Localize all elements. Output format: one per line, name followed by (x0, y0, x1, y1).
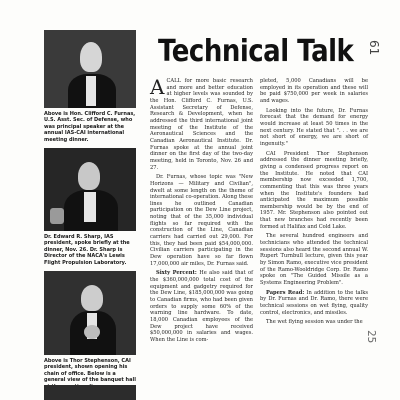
paragraph: Sixty Percent: He also said that of the $360,000,000 total cost of the equipment and gadgetry required for the Dew Line, $185,000,000 was going to Canadian firms, who had been given orders to supply some 60% of the warning line hardware. To date, 18,000 Canadian employees of the Dew project have received $50,000,000 in salaries and wages. When the Line is com- (150, 270, 254, 343)
caption-stephenson: Above is Thor Stephenson, CAI president, shown opening his chain of office. Below is a general view of the banquet hall (44, 358, 136, 384)
paragraph: Looking into the future, Dr. Furnas forecast that the demand for energy would increase at least 50 times in the next century. He stated that ". . . we are not short of energy, we are short of ingenuity." (260, 107, 368, 147)
article-column-2 (260, 78, 368, 329)
banquet-photo-edge (44, 385, 136, 400)
handwritten-margin-note: 25 (365, 330, 378, 344)
paragraph: ACALL for more basic research and more and better education at higher levels was sounded by the Hon. Clifford C. Furnas, U.S. Assistant Secretary of Defense, Research & Development, when he addressed the third international joint meeting of the Institute of the Aeronautical Sciences and the Canadian Aeronautical Institute. Dr. Furnas spoke at the annual joint dinner on the first day of the two-day meeting, held in Toronto, Nov. 26 and 27. (150, 75, 253, 171)
photo-sharp (44, 148, 136, 231)
caption-sharp: Dr. Edward R. Sharp, IAS president, spoke briefly at the dinner, Nov. 26. Dr. Sharp is Director of the NACA's Lewis Flight Propulsion Laboratory. (44, 234, 130, 266)
photo-furnas (44, 30, 136, 108)
paragraph: Papers Read: In addition to the talks by Dr. Furnas and Dr. Ramo, there were technical sessions on wet flying, quality control, electronics, and missiles. (260, 289, 368, 316)
paragraph: The several hundred engineers and technicians who attended the technical sessions also heard the second annual W. Rupert Turnbull lecture, given this year by Simon Ramo, executive vice president of the Ramo-Wooldridge Corp. Dr. Ramo spoke on "The Guided Missile as a Systems Engineering Problem". (260, 233, 368, 287)
caption-furnas: Above is Hon. Clifford C. Furnas, U.S. Asst. Sec. of Defense, who was principal speaker at the annual IAS-CAI international meeting dinner. (44, 111, 136, 143)
page-margin-number: 61 (367, 40, 381, 56)
article-column-1 (150, 75, 254, 347)
paragraph: CAI President Thor Stephenson addressed the dinner meeting briefly, giving a condensed progress report on the Institute. He noted that CAI membership now exceeded 1,700, commenting that this was three years when the Institute's founders had anticipated the maximum possible membership would be by the end of 1957. Mr. Stephenson also pointed out that new branches had recently been formed at Halifax and Cold Lake. (260, 150, 368, 230)
photo-column (44, 30, 136, 395)
drop-cap: A (150, 75, 165, 99)
article-title: Technical Talk (158, 34, 354, 70)
run-in-head: Papers Read: (266, 289, 305, 296)
photo-stephenson (44, 271, 136, 355)
paragraph: Dr. Furnas, whose topic was "New Horizons — Military and Civilian", dwelt at some length on the theme of international co-operation. Along these lines he outlined Canadian participation on the Dew Line project, noting that of the 35,000 individual flights so far required with the construction of the Line, Canadian carriers had carried out 29,000. For this, they had been paid $54,000,000. Civilian carriers participating in the Dew operation have so far flown 17,000,000 air miles, Dr. Furnas said. (150, 174, 253, 267)
paragraph: pleted, 5,000 Canadians will be employed in its operation and these will be paid $750,000 per week in salaries and wages. (260, 78, 368, 104)
run-in-head: Sixty Percent: (156, 270, 197, 277)
paragraph: The wet flying session was under the (266, 319, 363, 326)
